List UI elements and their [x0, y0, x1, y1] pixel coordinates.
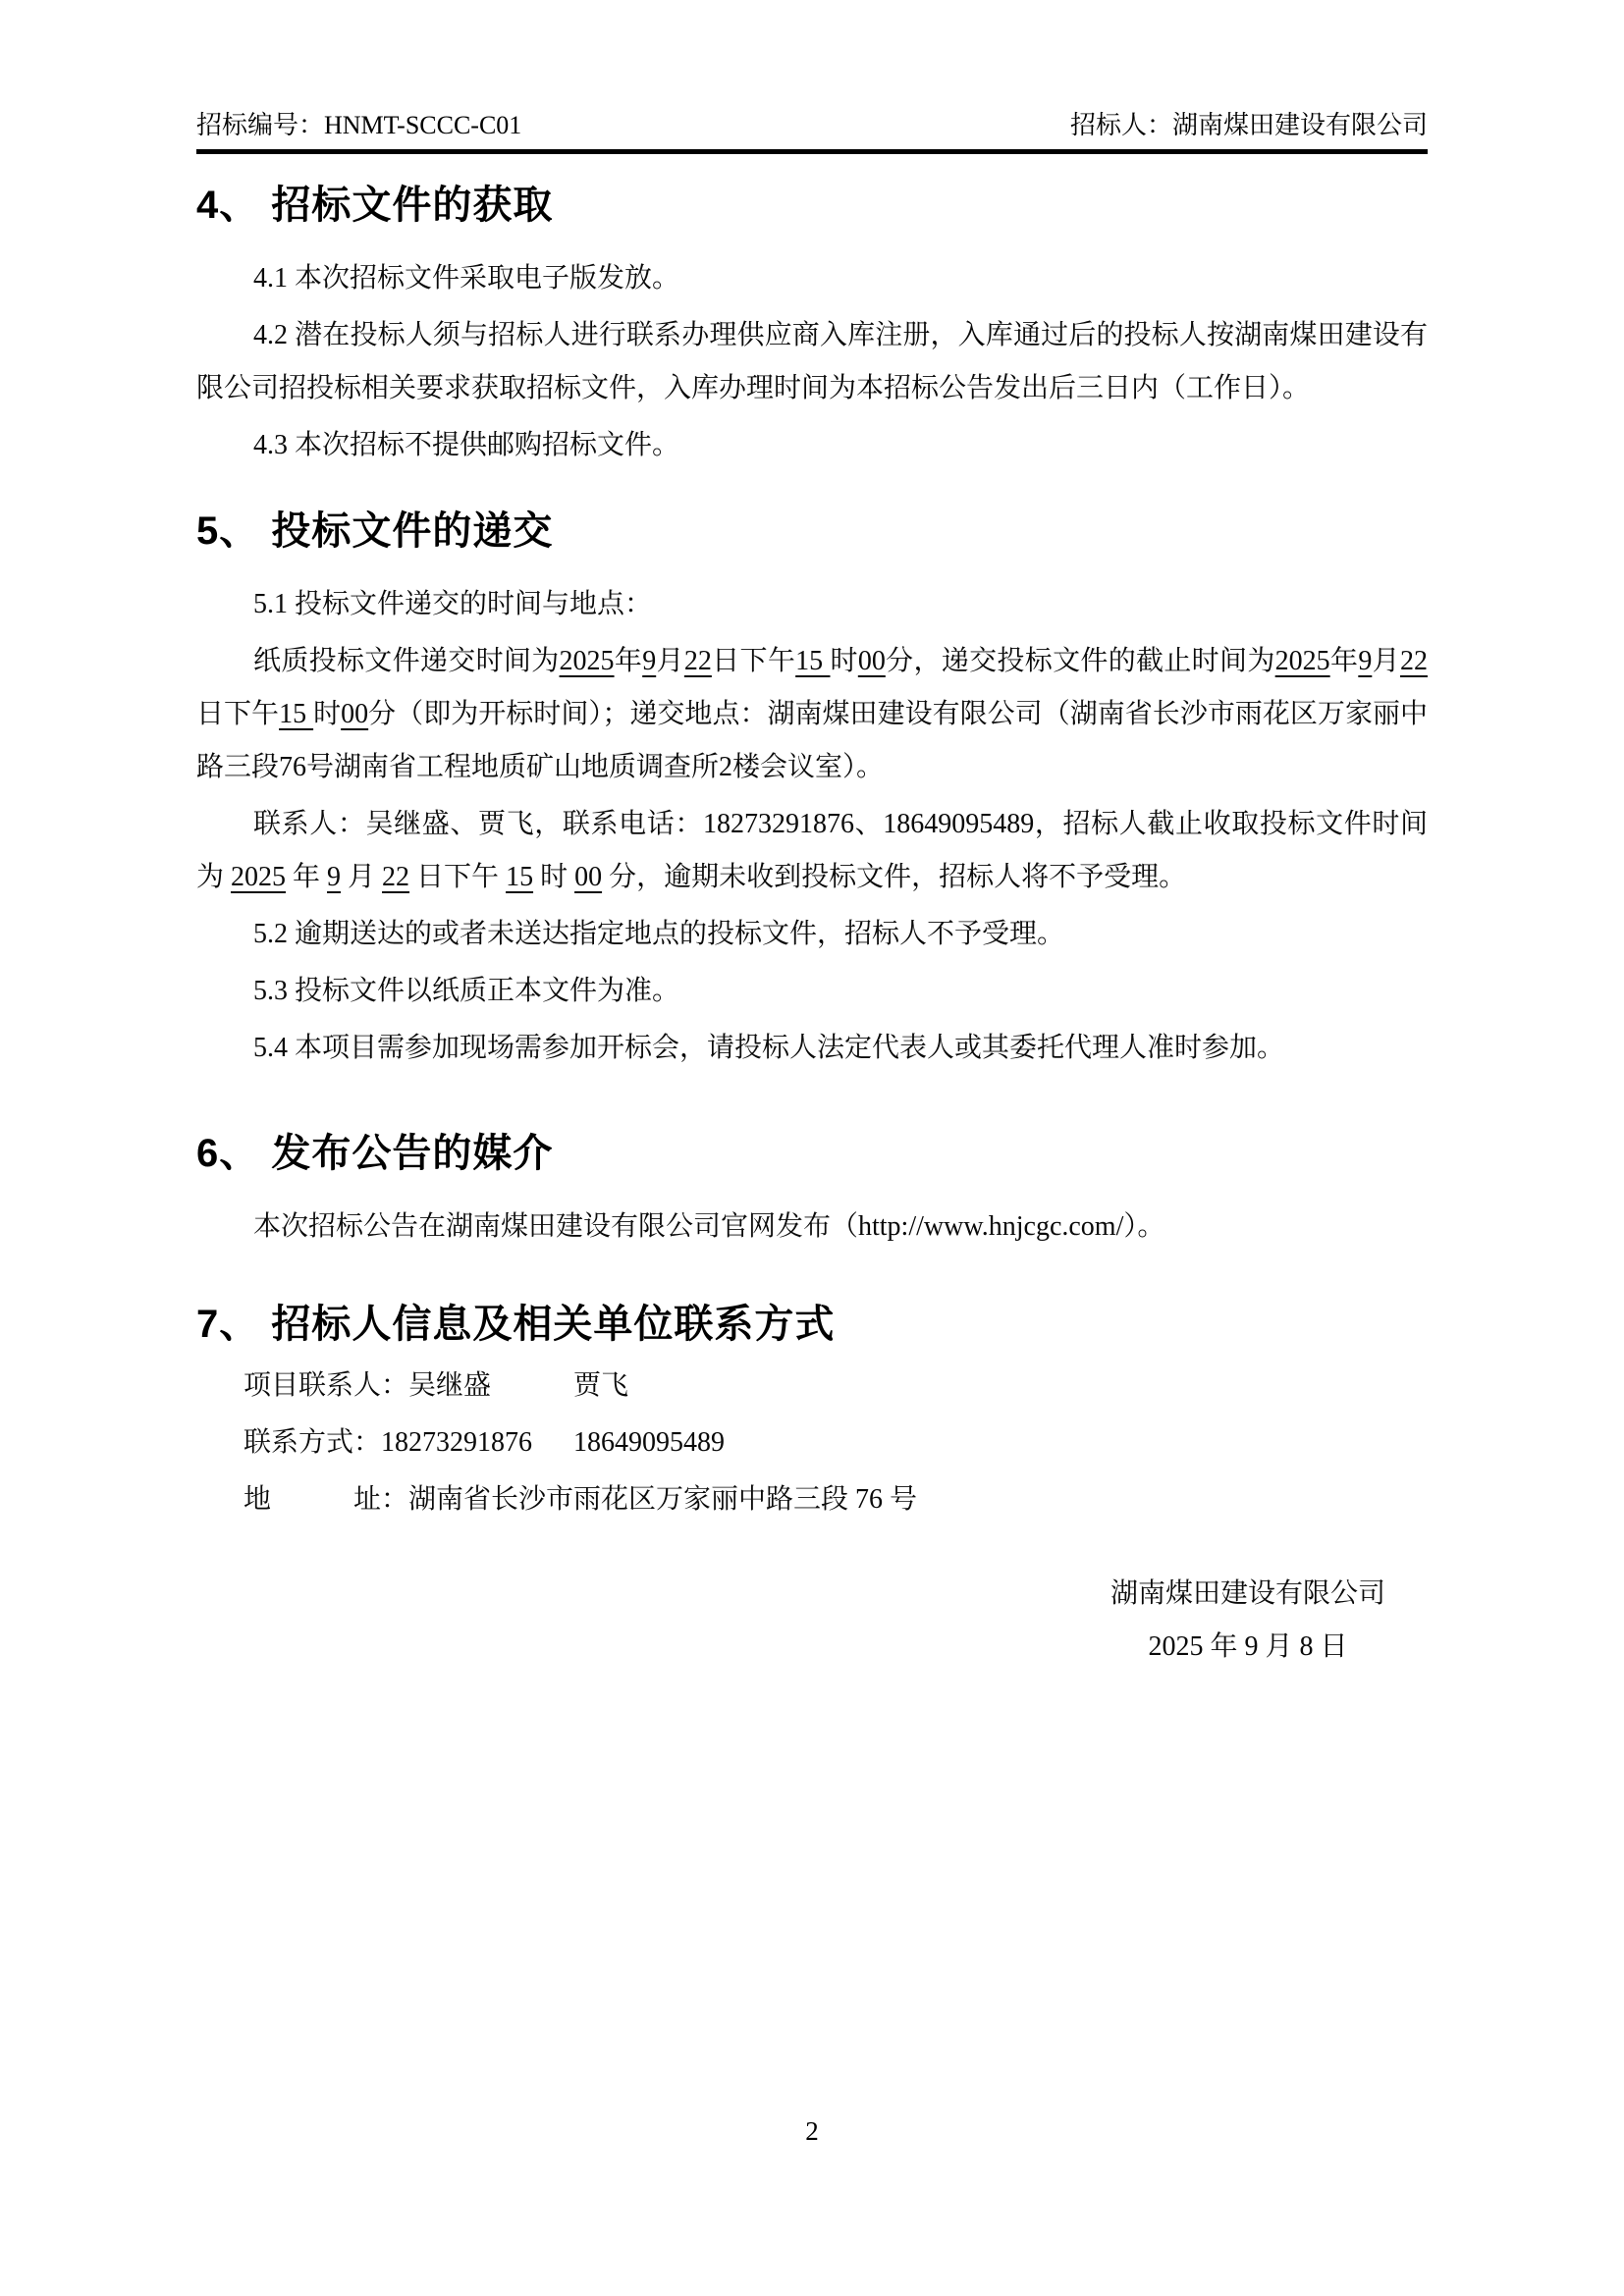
page-header [196, 110, 1428, 142]
section-4-heading: 4、 招标文件的获取 [196, 183, 554, 227]
para-5-1: 5.1 投标文件递交的时间与地点： [253, 588, 653, 619]
project-contacts-line: 项目联系人：吴继盛 贾飞 [244, 1369, 629, 1401]
para-5-2: 5.2 逾期送达的或者未送达指定地点的投标文件，招标人不予受理。 [253, 918, 1065, 949]
section-6-heading: 6、 发布公告的媒介 [196, 1131, 554, 1175]
tenderer-label: 招标人：湖南煤田建设有限公司 [1069, 111, 1428, 139]
address-line: 地 址：湖南省长沙市雨花区万家丽中路三段 76 号 [244, 1483, 918, 1515]
para-4-2: 4.2 潜在投标人须与招标人进行联系办理供应商入库注册，入库通过后的投标人按湖南煤田建设有限公司招投标相关要求获取招标文件，入库办理时间为本招标公告发出后三日内（工作日）。 [196, 319, 1428, 403]
signature-company: 湖南煤田建设有限公司 [1110, 1577, 1385, 1609]
para-4-3: 4.3 本次招标不提供邮购招标文件。 [253, 429, 680, 460]
para-5-3: 5.3 投标文件以纸质正本文件为准。 [253, 975, 680, 1006]
contact-phones-line: 联系方式：18273291876 18649095489 [244, 1426, 726, 1458]
document-body [196, 182, 1428, 1674]
header-divider [196, 149, 1428, 154]
para-4-1: 4.1 本次招标文件采取电子版发放。 [253, 262, 680, 294]
page-number: 2 [805, 2116, 819, 2146]
signature-block [1096, 1568, 1400, 1674]
para-5-4: 5.4 本项目需参加现场需参加开标会，请投标人法定代表人或其委托代理人准时参加。 [253, 1032, 1285, 1063]
signature-date: 2025 年 9 月 8 日 [1148, 1630, 1348, 1662]
para-delivery-time: 纸质投标文件递交时间为2025年9月22日下午15 时00分，递交投标文件的截止时间为2025年9月22日下午15 时00分（即为开标时间）；递交地点：湖南煤田建设有限公司（湖南省长沙市雨花区万家丽中路三段76号湖南省工程地质矿山地质调查所2楼会议室）。 [196, 645, 1428, 782]
section-7-heading: 7、 招标人信息及相关单位联系方式 [196, 1302, 836, 1346]
document-page [196, 110, 1428, 1674]
section-5-heading: 5、 投标文件的递交 [196, 508, 554, 553]
para-announcement-media: 本次招标公告在湖南煤田建设有限公司官网发布（http://www.hnjcgc.com/）。 [253, 1210, 1165, 1242]
tender-number-label: 招标编号：HNMT-SCCC-C01 [196, 111, 522, 139]
para-contact-deadline: 联系人：吴继盛、贾飞，联系电话：18273291876、18649095489，招标人截止收取投标文件时间为 2025 年 9 月 22 日下午 15 时 00 分，逾期未收到投标文件，招标人将不予受理。 [196, 808, 1428, 892]
